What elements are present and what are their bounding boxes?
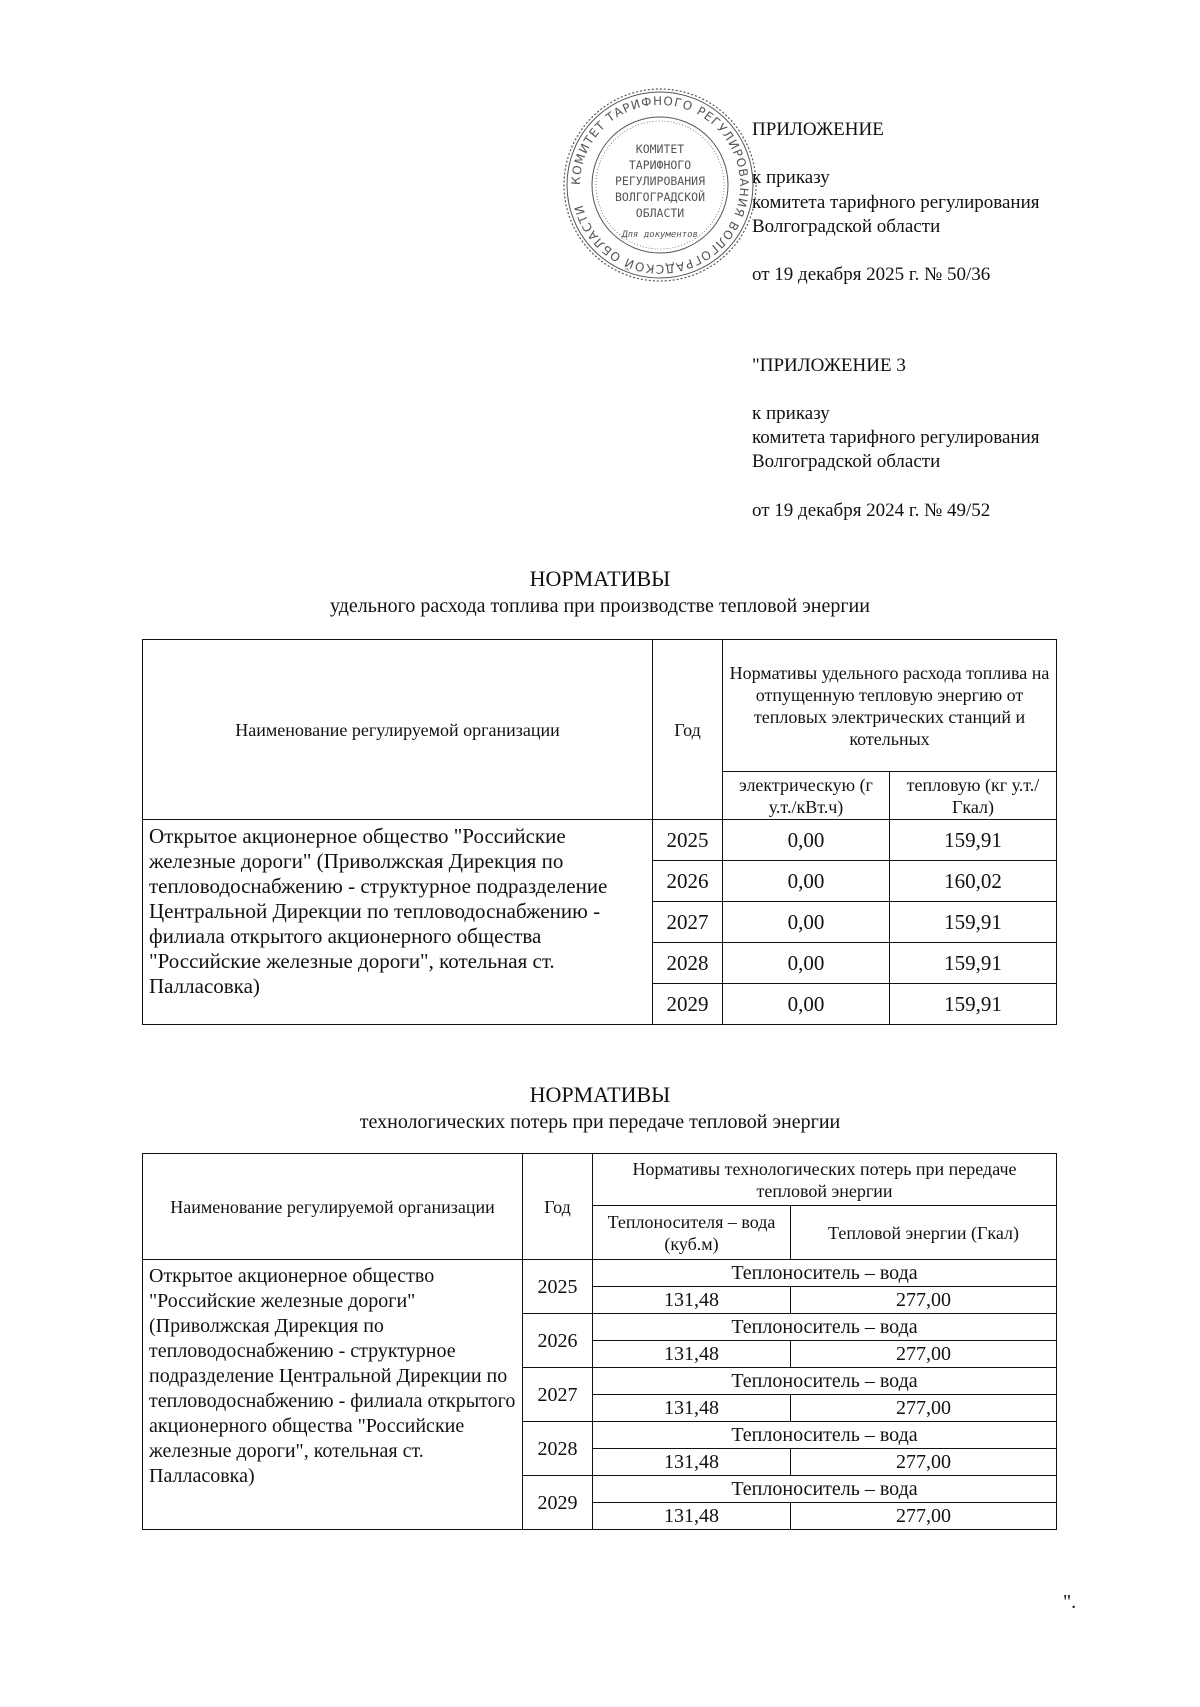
header-order-date: от 19 декабря 2025 г. № 50/36 xyxy=(752,264,991,285)
year-cell: 2025 xyxy=(653,820,723,861)
heat-value: 277,00 xyxy=(791,1503,1057,1530)
electric-value: 0,00 xyxy=(723,861,890,902)
appendix3-order-date: от 19 декабря 2024 г. № 49/52 xyxy=(752,500,991,521)
organization-name: Открытое акционерное общество "Российские железные дороги" (Приволжская Дирекция по тепловодоснабжению - структурное подразделение Центральной Дирекции по тепловодоснабжению - филиала открытого акционерного общества "Российские железные дороги", котельная ст. Палласовка) xyxy=(143,1260,523,1530)
appendix-title: ПРИЛОЖЕНИЕ xyxy=(752,119,884,140)
year-cell: 2026 xyxy=(523,1314,593,1368)
col-header-organization: Наименование регулируемой организации xyxy=(143,1154,523,1260)
year-cell: 2029 xyxy=(523,1476,593,1530)
section2-title: НОРМАТИВЫ xyxy=(529,1082,671,1107)
heat-value: 277,00 xyxy=(791,1287,1057,1314)
section1-title: НОРМАТИВЫ xyxy=(529,566,671,591)
stamp-line-3: РЕГУЛИРОВАНИЯ xyxy=(614,174,706,188)
header-committee: комитета тарифного регулирования xyxy=(752,192,1040,213)
heat-value: 159,91 xyxy=(890,902,1057,943)
heat-value: 159,91 xyxy=(890,820,1057,861)
col-header-fuel-norms: Нормативы удельного расхода топлива на отпущенную тепловую энергию от тепловых электрических станций и котельных xyxy=(723,640,1057,772)
appendix3-region: Волгоградской области xyxy=(752,451,941,472)
section1-subtitle: удельного расхода топлива при производстве тепловой энергии xyxy=(330,595,870,617)
carrier-label: Теплоноситель – вода xyxy=(593,1260,1057,1287)
header-region: Волгоградской области xyxy=(752,216,941,237)
electric-value: 0,00 xyxy=(723,820,890,861)
year-cell: 2027 xyxy=(523,1368,593,1422)
closing-quote-mark: ". xyxy=(1063,1591,1077,1613)
appendix3-title: "ПРИЛОЖЕНИЕ 3 xyxy=(752,355,906,376)
carrier-label: Теплоноситель – вода xyxy=(593,1368,1057,1395)
year-cell: 2028 xyxy=(653,943,723,984)
carrier-value: 131,48 xyxy=(593,1395,791,1422)
table-row xyxy=(143,1260,1057,1287)
stamp-line-4: ВОЛГОГРАДСКОЙ xyxy=(614,190,706,204)
appendix3-committee: комитета тарифного регулирования xyxy=(752,427,1040,448)
col-header-year: Год xyxy=(653,640,723,820)
carrier-label: Теплоноситель – вода xyxy=(593,1422,1057,1449)
stamp-line-1: КОМИТЕТ xyxy=(635,142,685,156)
appendix3-to-order: к приказу xyxy=(752,403,830,424)
heat-value: 277,00 xyxy=(791,1341,1057,1368)
fuel-norms-table xyxy=(142,639,1057,1025)
year-cell: 2027 xyxy=(653,902,723,943)
col-header-loss-norms: Нормативы технологических потерь при передаче тепловой энергии xyxy=(593,1154,1057,1206)
heat-value: 160,02 xyxy=(890,861,1057,902)
col-header-carrier-water: Теплоносителя – вода (куб.м) xyxy=(593,1206,791,1260)
col-header-year: Год xyxy=(523,1154,593,1260)
stamp-bottom-text: Для документов xyxy=(622,230,698,240)
col-header-heat: тепловую (кг у.т./Гкал) xyxy=(890,772,1057,820)
carrier-value: 131,48 xyxy=(593,1449,791,1476)
heat-loss-norms-table xyxy=(142,1153,1057,1530)
carrier-value: 131,48 xyxy=(593,1341,791,1368)
carrier-value: 131,48 xyxy=(593,1503,791,1530)
stamp-line-5: ОБЛАСТИ xyxy=(635,206,685,220)
header-to-order: к приказу xyxy=(752,167,830,188)
section2-subtitle: технологических потерь при передаче тепловой энергии xyxy=(359,1111,841,1133)
col-header-organization: Наименование регулируемой организации xyxy=(143,640,653,820)
organization-name: Открытое акционерное общество "Российские железные дороги" (Приволжская Дирекция по тепловодоснабжению - структурное подразделение Центральной Дирекции по тепловодоснабжению - филиала открытого акционерного общества "Российские железные дороги", котельная ст. Палласовка) xyxy=(143,820,653,1025)
year-cell: 2026 xyxy=(653,861,723,902)
electric-value: 0,00 xyxy=(723,902,890,943)
table-row xyxy=(143,820,1057,861)
stamp-ring-text: КОМИТЕТ ТАРИФНОГО РЕГУЛИРОВАНИЯ ВОЛГОГРАДСКОЙ ОБЛАСТИ xyxy=(568,93,752,277)
year-cell: 2025 xyxy=(523,1260,593,1314)
heat-value: 159,91 xyxy=(890,943,1057,984)
carrier-value: 131,48 xyxy=(593,1287,791,1314)
col-header-heat-energy: Тепловой энергии (Гкал) xyxy=(791,1206,1057,1260)
stamp-line-2: ТАРИФНОГО xyxy=(628,158,692,172)
electric-value: 0,00 xyxy=(723,984,890,1025)
heat-value: 277,00 xyxy=(791,1395,1057,1422)
col-header-electric: электрическую (г у.т./кВт.ч) xyxy=(723,772,890,820)
heat-value: 277,00 xyxy=(791,1449,1057,1476)
carrier-label: Теплоноситель – вода xyxy=(593,1314,1057,1341)
carrier-label: Теплоноситель – вода xyxy=(593,1476,1057,1503)
year-cell: 2028 xyxy=(523,1422,593,1476)
official-seal-stamp xyxy=(560,85,760,285)
year-cell: 2029 xyxy=(653,984,723,1025)
heat-value: 159,91 xyxy=(890,984,1057,1025)
electric-value: 0,00 xyxy=(723,943,890,984)
